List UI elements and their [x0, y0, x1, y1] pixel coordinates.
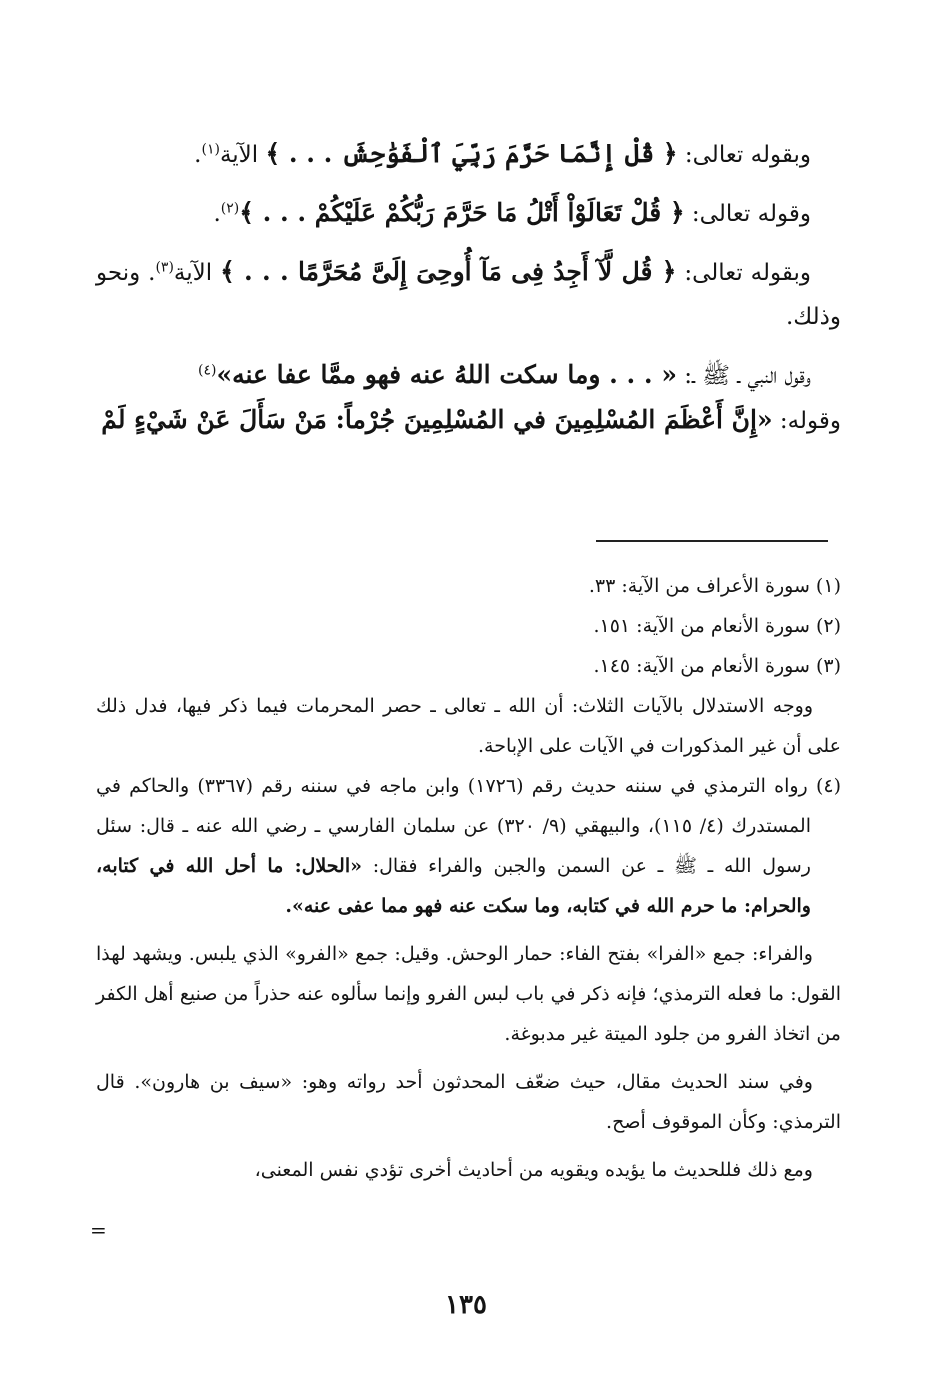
paragraph-4 — [96, 353, 841, 398]
p2-end: . — [213, 201, 221, 227]
footnote-4-text: (٤) رواه الترمذي في سننه حديث رقم (١٧٢٦) وابن ماجه في سننه رقم (٣٣٦٧) والحاكم في المستدرك (٤/ ١١٥)، والبيهقي (٩/ ٣٢٠) عن سلمان الفارسي ـ رضي الله عنه ـ قال: سئل رسول الله ـ ﷺ ـ عن السمن والجبن والفراء فقال: — [96, 775, 842, 877]
footnote-ref-2: (٢) — [220, 200, 240, 217]
p2-lead: وقوله تعالى: — [684, 201, 811, 227]
footnote-1: (١) سورة الأعراف من الآية: ٣٣. — [588, 575, 841, 597]
p1-tail: الآية — [219, 142, 266, 168]
page-number: ١٣٥ — [445, 1290, 487, 1320]
p5-lead: وقوله: — [772, 408, 841, 434]
footnote-ref-3: (٣) — [155, 259, 174, 276]
footnote-4-paragraph-3: وفي سند الحديث مقال، حيث ضعّف المحدثون أحد رواته وهو: «سيف بن هارون». قال الترمذي: وكأن الموقوف أصح. — [96, 1071, 841, 1133]
p3-end: . ونحو وذلك. — [96, 260, 841, 330]
quran-verse-1: ﴿ قُلْ إِنَّمَا حَرَّمَ رَبِّيَ ٱلْفَوَٰحِشَ . . . ﴾ — [265, 139, 678, 168]
footnote-4-hadith: «الحلال: ما أحل الله في كتابه، والحرام: ما حرم الله في كتابه، وما سكت عنه فهو مما عفى عنه». — [96, 855, 811, 917]
hadith-quote-1: « . . . وما سكت اللهُ عنه فهو ممَّا عفا عنه» — [216, 360, 677, 389]
quran-verse-3: ﴿ قُل لَّآ أَجِدُ فِى مَآ أُوحِىَ إِلَىَّ مُحَرَّمًا . . . ﴾ — [220, 257, 677, 286]
paragraph-5 — [96, 398, 841, 443]
p4-lead: وقول النبي ـ ﷺ ـ: — [676, 363, 811, 389]
p3-tail: الآية — [173, 260, 221, 286]
footnote-3: (٣) سورة الأنعام من الآية: ١٤٥. — [593, 655, 841, 677]
paragraph-2 — [96, 191, 841, 236]
footnote-4 — [96, 766, 841, 926]
main-text — [96, 132, 841, 443]
hadith-quote-2: «إِنَّ أَعْظَمَ المُسْلِمِينَ في المُسْلِمِينَ جُرْماً: مَنْ سَأَلَ عَنْ شَيْءٍ لَمْ — [101, 405, 773, 434]
paragraph-1 — [96, 132, 841, 177]
footnote-4-paragraph-2: والفراء: جمع «الفرا» بفتح الفاء: حمار الوحش. وقيل: جمع «الفرو» الذي يلبس. ويشهد لهذا القول: ما فعله الترمذي؛ فإنه ذكر في باب لبس الفرو وإنما سألوه عنه حذراً من صنيع أهل الكفر من اتخاذ الفرو من جلود الميتة غير مدبوغة. — [96, 943, 841, 1045]
p1-end: . — [194, 142, 202, 168]
footnote-ref-1: (١) — [201, 141, 220, 158]
footnote-separator — [596, 540, 828, 542]
footnote-ref-4: (٤) — [198, 362, 217, 379]
footnotes — [96, 566, 841, 1190]
paragraph-3 — [96, 250, 841, 339]
p1-lead: وبقوله تعالى: — [677, 142, 811, 168]
footnote-2: (٢) سورة الأنعام من الآية: ١٥١. — [593, 615, 841, 637]
quran-verse-2: ﴿ قُلْ تَعَالَوْاْ أَتْلُ مَا حَرَّمَ رَبُّكُمْ عَلَيْكُمْ . . . ﴾ — [239, 198, 685, 227]
footnote-4-paragraph-4: ومع ذلك فللحديث ما يؤيده ويقويه من أحاديث أخرى تؤدي نفس المعنى، — [254, 1159, 813, 1181]
footnote-3-note: ووجه الاستدلال بالآيات الثلاث: أن الله ـ تعالى ـ حصر المحرمات فيما ذكر فيها، فدل ذلك على أن غير المذكورات في الآيات على الإباحة. — [96, 695, 841, 757]
continuation-mark: = — [90, 1218, 107, 1242]
p3-lead: وبقوله تعالى: — [676, 260, 812, 286]
